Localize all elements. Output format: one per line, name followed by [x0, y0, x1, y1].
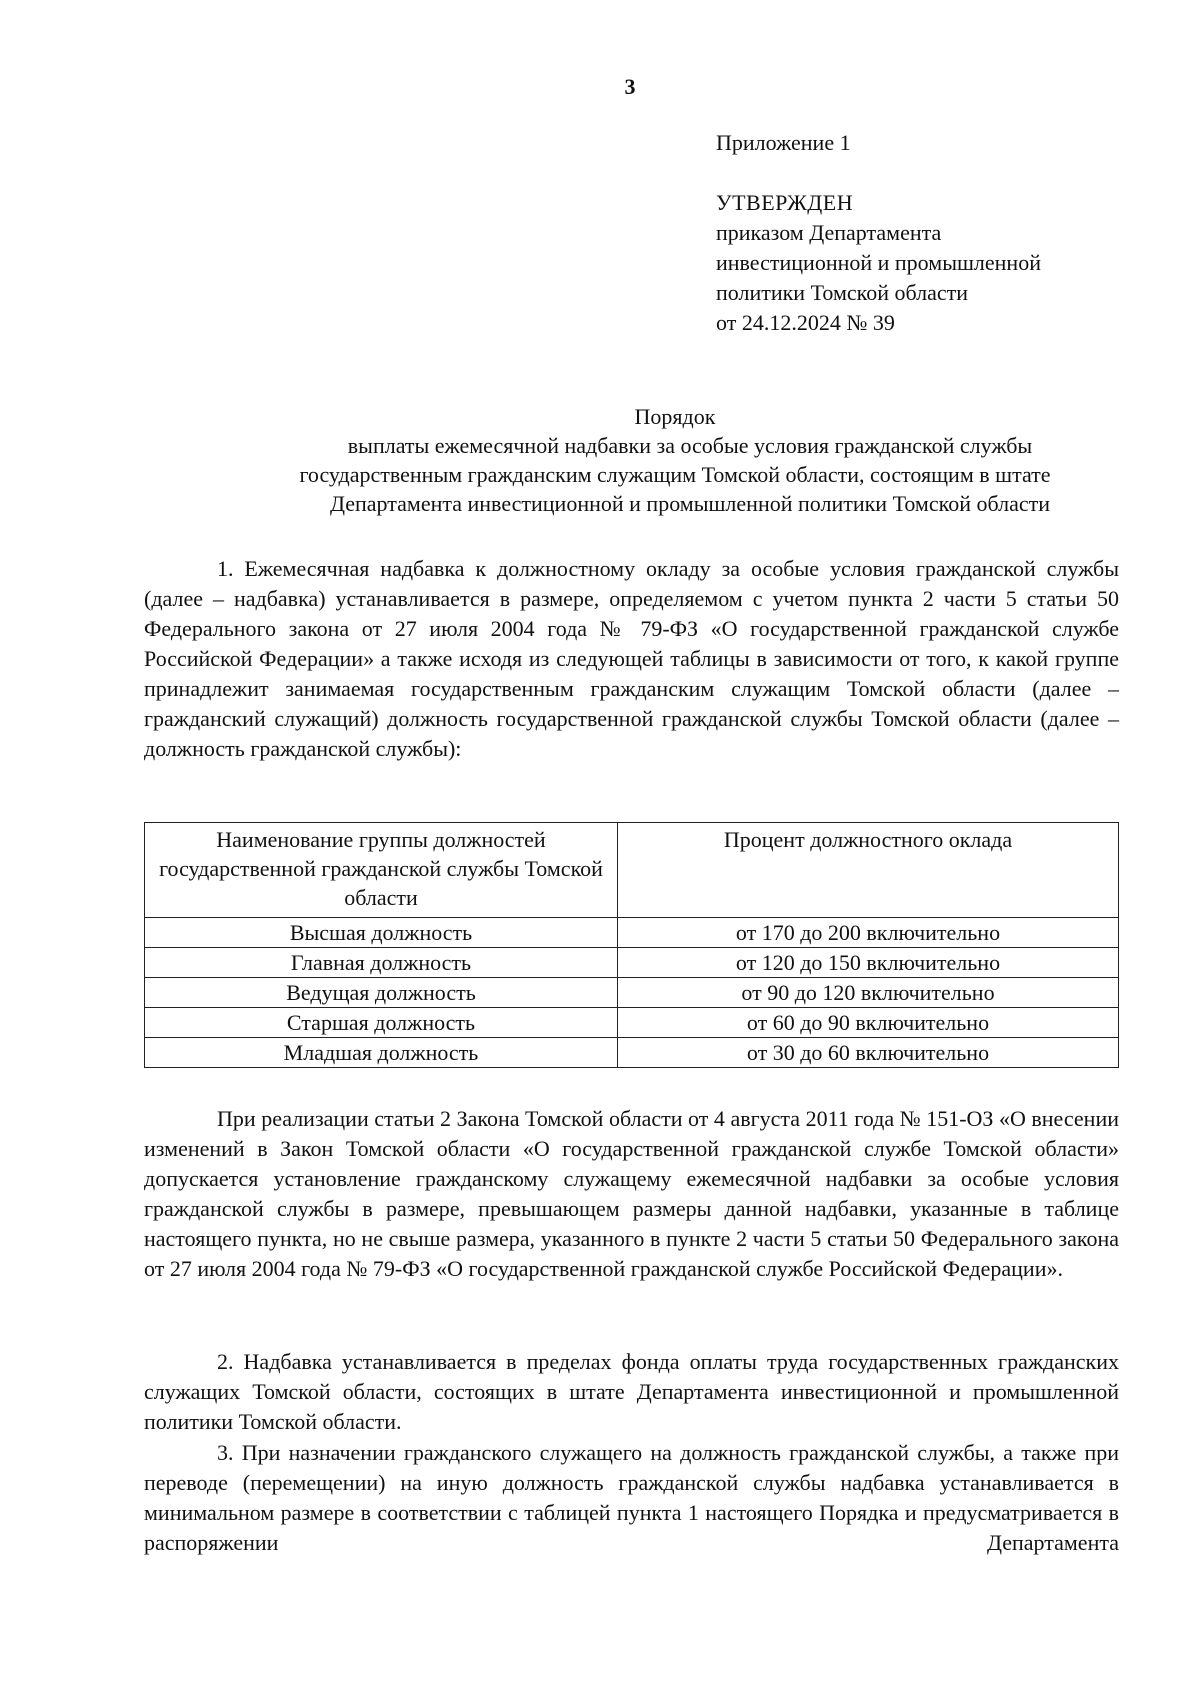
table-cell: Высшая должность: [145, 918, 618, 948]
approval-title: УТВЕРЖДЕН: [716, 190, 854, 215]
table-header-cell: Наименование группы должностей государственной гражданской службы Томской области: [145, 823, 618, 918]
document-title: [150, 402, 1200, 518]
table-cell: Главная должность: [145, 948, 618, 978]
table-cell: от 170 до 200 включительно: [618, 918, 1119, 948]
table-row: [145, 948, 1119, 978]
approval-line: инвестиционной и промышленной: [716, 250, 1041, 275]
title-line: Департамента инвестиционной и промышленной политики Томской области: [329, 491, 1051, 516]
table-row: [145, 918, 1119, 948]
appendix-label: Приложение 1: [716, 130, 851, 155]
table-cell: Ведущая должность: [145, 978, 618, 1008]
table-cell: от 120 до 150 включительно: [618, 948, 1119, 978]
title-line: государственным гражданским служащим Томской области, состоящим в штате: [299, 462, 1051, 487]
table-header-cell: Процент должностного оклада: [618, 823, 1119, 918]
table-cell: от 30 до 60 включительно: [618, 1038, 1119, 1068]
paragraph-2: 2. Надбавка устанавливается в пределах фонда оплаты труда государственных гражданских служащих Томской области, состоящих в штате Департамента инвестиционной и промышленной политики Томской области.: [144, 1349, 1119, 1434]
paragraph-3: 3. При назначении гражданского служащего на должность гражданской службы, а также при переводе (перемещении) на иную должность гражданской службы надбавка устанавливается в минимальном размере в соответствии с таблицей пункта 1 настоящего Порядка и предусматривается в распоряжении Департамента: [144, 1440, 1119, 1555]
paragraph-realization: При реализации статьи 2 Закона Томской области от 4 августа 2011 года № 151-ОЗ «О внесении изменений в Закон Томской области «О государственной гражданской службе Томской области» допускается установление гражданскому служащему ежемесячной надбавки за особые условия гражданской службы в размере, превышающем размеры данной надбавки, указанные в таблице настоящего пункта, но не свыше размера, указанного в пункте 2 части 5 статьи 50 Федерального закона от 27 июля 2004 года № 79-ФЗ «О государственной гражданской службе Российской Федерации».: [144, 1106, 1119, 1281]
allowance-table: [144, 822, 1119, 1068]
paragraph-1: 1. Ежемесячная надбавка к должностному окладу за особые условия гражданской службы (далее – надбавка) устанавливается в размере, определяемом с учетом пункта 2 части 5 статьи 50 Федерального закона от 27 июля 2004 года № 79-ФЗ «О государственной гражданской службе Российской Федерации» а также исходя из следующей таблицы в зависимости от того, к какой группе принадлежит занимаемая государственным гражданским служащим Томской области (далее – гражданский служащий) должность государственной гражданской службы Томской области (далее – должность гражданской службы):: [144, 556, 1119, 761]
approval-line: от 24.12.2024 № 39: [716, 310, 895, 335]
table-cell: от 90 до 120 включительно: [618, 978, 1119, 1008]
title-line: Порядок: [634, 404, 716, 429]
approval-line: приказом Департамента: [716, 220, 942, 245]
table-cell: Младшая должность: [145, 1038, 618, 1068]
page-number: 3: [624, 74, 636, 99]
table-row: [145, 1008, 1119, 1038]
table-cell: от 60 до 90 включительно: [618, 1008, 1119, 1038]
approval-line: политики Томской области: [716, 280, 969, 305]
approval-block: [716, 188, 1156, 338]
table-row: [145, 978, 1119, 1008]
title-line: выплаты ежемесячной надбавки за особые условия гражданской службы: [347, 433, 1033, 458]
table-row: [145, 1038, 1119, 1068]
table-cell: Старшая должность: [145, 1008, 618, 1038]
table-header-row: [145, 823, 1119, 918]
